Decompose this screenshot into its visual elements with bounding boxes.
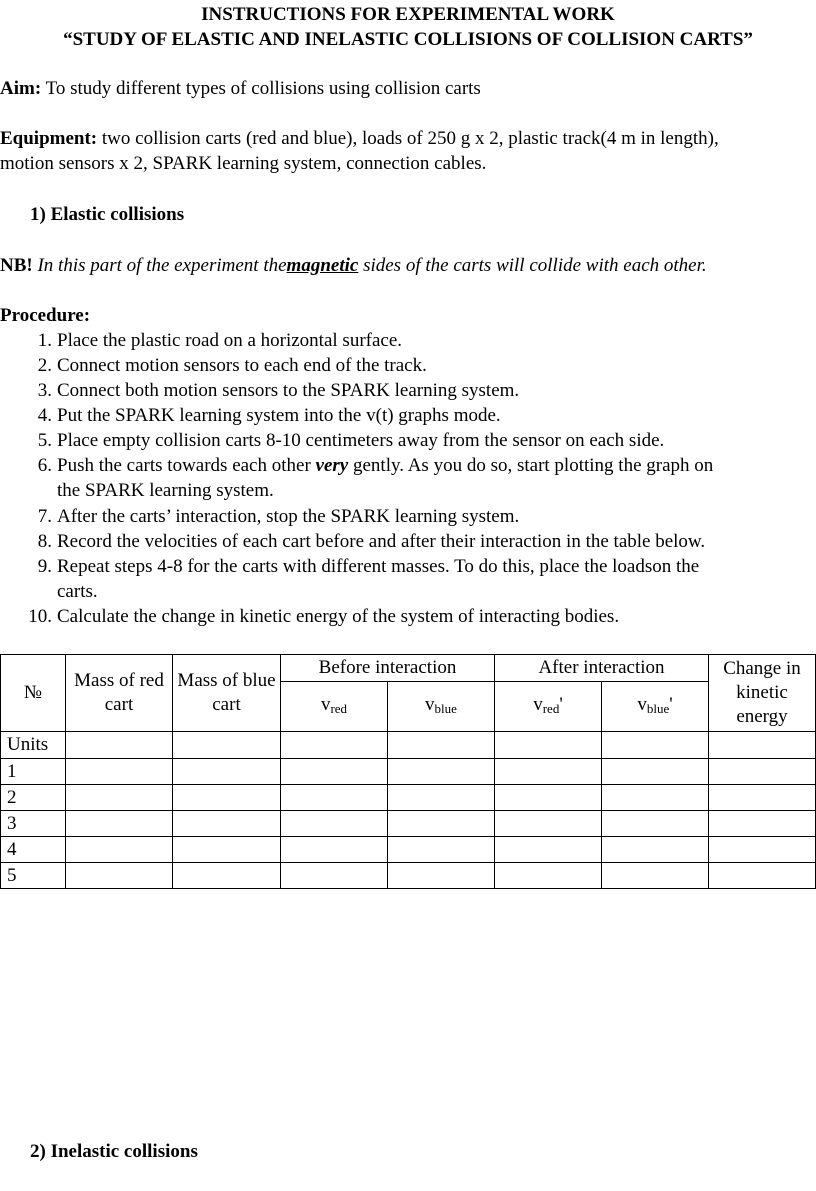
table-cell	[388, 811, 495, 837]
procedure-step-continuation	[0, 580, 816, 604]
step-text: the SPARK learning system.	[57, 480, 274, 501]
table-cell	[66, 785, 173, 811]
symbol-v: v	[320, 693, 331, 715]
step-number: 2.	[37, 355, 52, 376]
doc-title-line2: “STUDY OF ELASTIC AND INELASTIC COLLISIONS OF COLLISION CARTS”	[63, 29, 753, 50]
step-text-pre: Push the carts towards each other	[57, 455, 316, 476]
table-row	[1, 732, 816, 759]
row-label: 4	[1, 837, 66, 863]
table-cell	[709, 785, 816, 811]
step-text-emphasis: very	[315, 455, 349, 476]
header-before-interaction: Before interaction	[281, 655, 495, 682]
procedure-label: Procedure:	[0, 305, 91, 326]
procedure-step-continuation	[0, 479, 816, 503]
table-cell	[388, 759, 495, 785]
subscript-blue: blue	[434, 700, 457, 716]
symbol-v: v	[425, 693, 435, 715]
table-cell	[388, 732, 495, 759]
table-cell	[709, 837, 816, 863]
table-cell	[709, 732, 816, 759]
nb-line	[0, 254, 707, 278]
step-number: 3.	[37, 380, 52, 401]
subscript-red: red	[542, 700, 560, 716]
table-cell	[173, 837, 281, 863]
table-cell	[281, 785, 388, 811]
table-cell	[173, 863, 281, 889]
equipment-line2: motion sensors x 2, SPARK learning system, connection cables.	[0, 153, 487, 174]
row-label: 3	[1, 811, 66, 837]
table-row	[1, 759, 816, 785]
nb-text-post: sides of the carts will collide with each other.	[358, 255, 707, 276]
step-text: After the carts’ interaction, stop the SPARK learning system.	[57, 506, 520, 527]
table-cell	[281, 837, 388, 863]
table-cell	[281, 811, 388, 837]
table-cell	[388, 785, 495, 811]
subscript-blue: blue	[646, 700, 670, 716]
procedure-step	[0, 354, 816, 378]
step-text	[57, 454, 713, 478]
nb-emphasis: magnetic	[286, 255, 359, 276]
table-cell	[495, 863, 602, 889]
procedure-step	[0, 530, 816, 554]
header-v-blue-prime	[602, 682, 709, 732]
table-cell	[495, 811, 602, 837]
aim-text: To study different types of collisions using collision carts	[41, 78, 481, 99]
table-cell	[66, 837, 173, 863]
step-text: Calculate the change in kinetic energy of the system of interacting bodies.	[57, 606, 620, 627]
table-cell	[495, 837, 602, 863]
procedure-step	[0, 404, 816, 428]
section-heading-inelastic: 2) Inelastic collisions	[30, 1141, 198, 1162]
table-cell	[66, 732, 173, 759]
table-cell	[602, 811, 709, 837]
prime-mark: '	[559, 693, 563, 715]
table-cell	[66, 863, 173, 889]
step-text: Place empty collision carts 8-10 centimeters away from the sensor on each side.	[57, 430, 665, 451]
header-after-interaction: After interaction	[495, 655, 709, 682]
header-v-blue	[388, 682, 495, 732]
step-text-post: gently. As you do so, start plotting the graph on	[348, 455, 714, 476]
procedure-step	[0, 454, 816, 478]
step-text: Repeat steps 4-8 for the carts with different masses. To do this, place the loadson the	[57, 556, 700, 577]
step-number: 8.	[37, 531, 52, 552]
step-text: carts.	[57, 581, 98, 602]
table-cell	[602, 837, 709, 863]
aim-line	[0, 77, 481, 101]
table-cell	[709, 863, 816, 889]
nb-label: NB!	[0, 255, 33, 276]
procedure-step	[0, 329, 816, 353]
table-cell	[602, 785, 709, 811]
header-v-red-prime	[495, 682, 602, 732]
step-text: Put the SPARK learning system into the v(t) graphs mode.	[57, 405, 501, 426]
header-mass-blue: Mass of blue cart	[173, 655, 281, 732]
step-number: 1.	[37, 330, 52, 351]
step-text: Connect motion sensors to each end of the track.	[57, 355, 427, 376]
doc-title-line1: INSTRUCTIONS FOR EXPERIMENTAL WORK	[201, 4, 615, 25]
table-cell	[173, 759, 281, 785]
equipment-line1	[0, 127, 719, 151]
prime-mark: '	[669, 693, 673, 715]
step-number: 10.	[28, 606, 52, 627]
subscript-red: red	[330, 700, 348, 716]
table-cell	[495, 785, 602, 811]
header-mass-red: Mass of red cart	[66, 655, 173, 732]
step-number: 7.	[37, 506, 52, 527]
table-cell	[388, 837, 495, 863]
table-cell	[281, 732, 388, 759]
equipment-text1: two collision carts (red and blue), loads of 250 g x 2, plastic track(4 m in length),	[97, 128, 719, 149]
step-number: 9.	[37, 556, 52, 577]
table-row	[1, 837, 816, 863]
table-cell	[709, 759, 816, 785]
table-row	[1, 785, 816, 811]
procedure-step	[0, 505, 816, 529]
symbol-v: v	[533, 693, 543, 715]
table-cell	[495, 732, 602, 759]
table-cell	[173, 785, 281, 811]
header-number: №	[1, 655, 66, 732]
table-cell	[66, 759, 173, 785]
table-cell	[388, 863, 495, 889]
procedure-step	[0, 555, 816, 579]
step-text: Connect both motion sensors to the SPARK learning system.	[57, 380, 520, 401]
step-text: Record the velocities of each cart before and after their interaction in the table below.	[57, 531, 706, 552]
table-cell	[66, 811, 173, 837]
table-cell	[173, 811, 281, 837]
table-cell	[602, 759, 709, 785]
table-cell	[602, 732, 709, 759]
section-heading-elastic: 1) Elastic collisions	[30, 204, 185, 225]
step-number: 4.	[37, 405, 52, 426]
row-label: 5	[1, 863, 66, 889]
results-table	[0, 654, 816, 889]
header-change-kinetic-energy: Change in kinetic energy	[709, 655, 816, 732]
table-cell	[281, 759, 388, 785]
table-cell	[709, 811, 816, 837]
table-cell	[495, 759, 602, 785]
table-row	[1, 863, 816, 889]
nb-text-pre: In this part of the experiment the	[32, 255, 287, 276]
aim-label: Aim:	[0, 78, 42, 99]
row-label: 1	[1, 759, 66, 785]
step-text: Place the plastic road on a horizontal surface.	[57, 330, 403, 351]
table-cell	[173, 732, 281, 759]
symbol-v: v	[637, 693, 647, 715]
table-row	[1, 811, 816, 837]
procedure-step	[0, 429, 816, 453]
table-cell	[602, 863, 709, 889]
header-v-red	[281, 682, 388, 732]
equipment-label: Equipment:	[0, 128, 98, 149]
step-number: 5.	[37, 430, 52, 451]
procedure-step	[0, 605, 816, 629]
table-cell	[281, 863, 388, 889]
procedure-step	[0, 379, 816, 403]
step-number: 6.	[37, 455, 52, 476]
row-label: 2	[1, 785, 66, 811]
row-label: Units	[1, 732, 66, 759]
